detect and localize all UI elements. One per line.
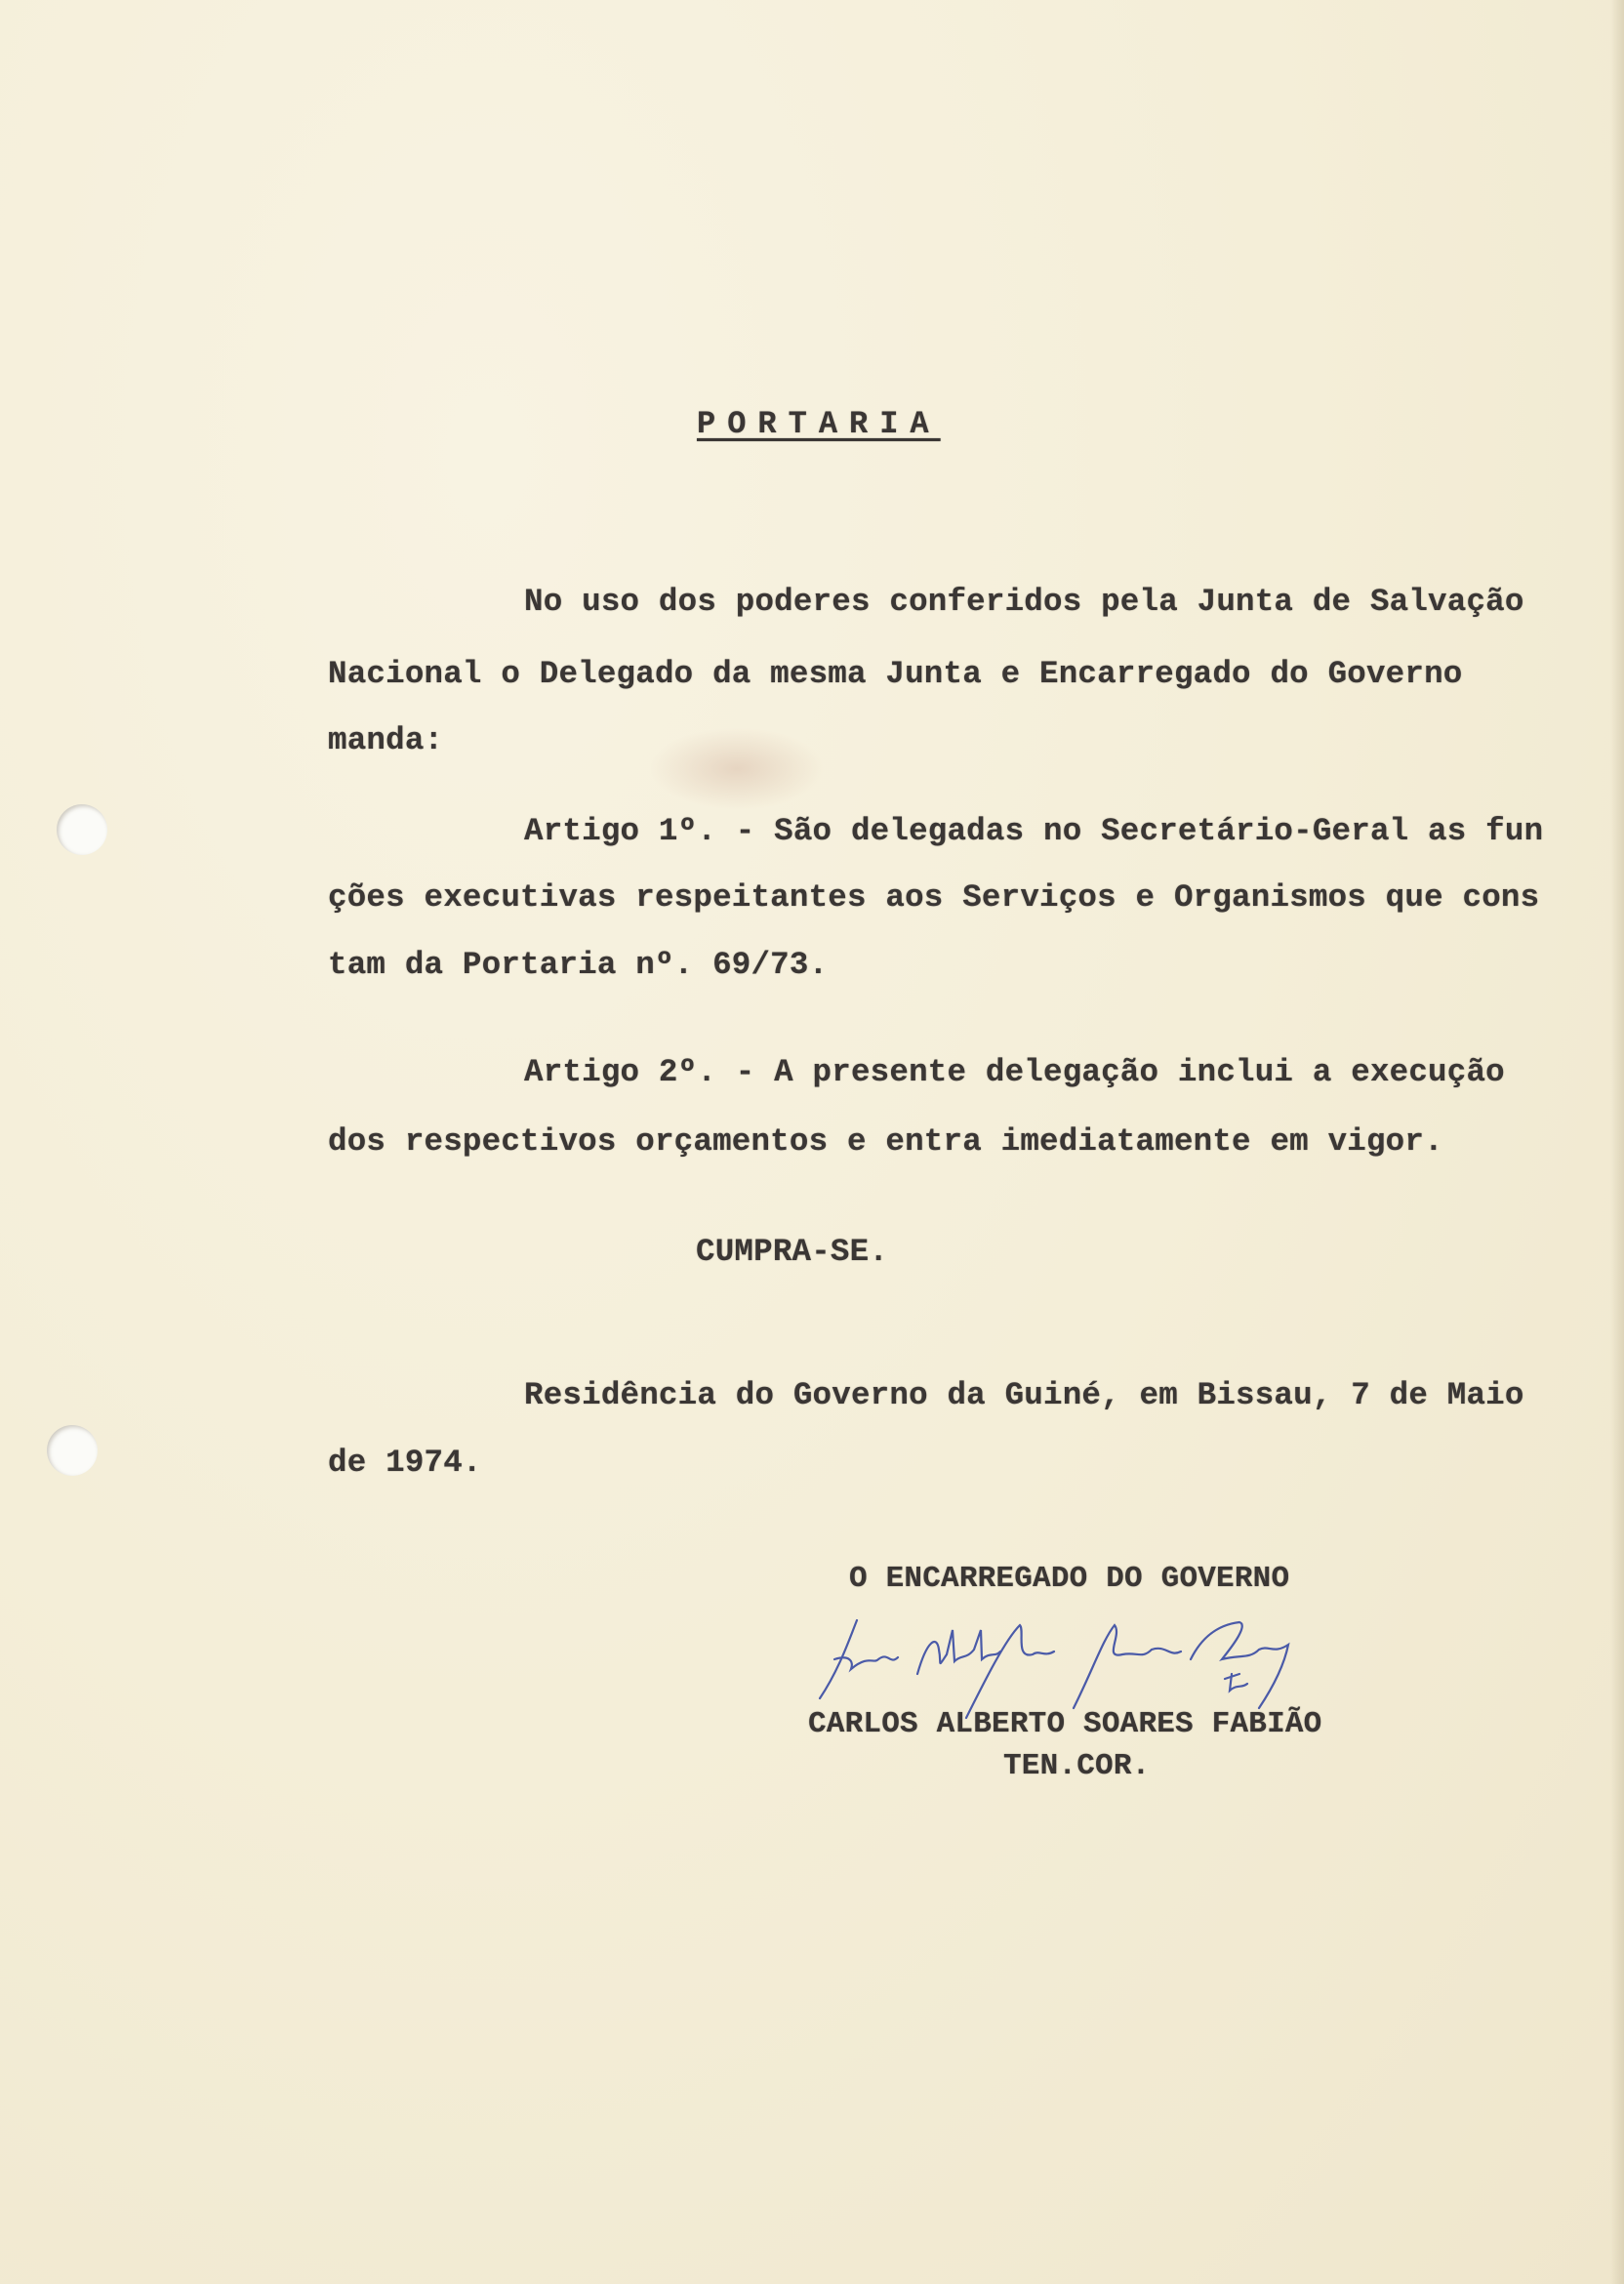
punch-hole	[57, 804, 107, 855]
closing-formula: CUMPRA-SE.	[696, 1234, 889, 1270]
artigo2-line: dos respectivos orçamentos e entra imediatamente em vigor.	[328, 1123, 1443, 1160]
artigo2-line: Artigo 2º. - A presente delegação inclui a execução	[524, 1054, 1505, 1090]
place-date-line: de 1974.	[328, 1445, 482, 1481]
signatory-name: CARLOS ALBERTO SOARES FABIÃO	[808, 1707, 1322, 1741]
signatory-role: O ENCARREGADO DO GOVERNO	[849, 1562, 1290, 1596]
preamble-line: Nacional o Delegado da mesma Junta e Encarregado do Governo	[328, 656, 1463, 692]
document-title: PORTARIA	[697, 406, 941, 442]
paper-edge	[1610, 0, 1624, 2284]
paper-stain	[649, 727, 825, 810]
preamble-line: manda:	[328, 722, 444, 758]
signatory-rank: TEN.COR.	[1003, 1749, 1151, 1783]
punch-hole	[47, 1425, 98, 1476]
artigo1-line: ções executivas respeitantes aos Serviços e Organismos que cons	[328, 879, 1540, 916]
artigo1-line: Artigo 1º. - São delegadas no Secretário-Geral as fun	[524, 813, 1544, 849]
artigo1-line: tam da Portaria nº. 69/73.	[328, 947, 829, 983]
place-date-line: Residência do Governo da Guiné, em Bissau, 7 de Maio	[524, 1377, 1524, 1413]
preamble-line: No uso dos poderes conferidos pela Junta de Salvação	[524, 584, 1524, 620]
